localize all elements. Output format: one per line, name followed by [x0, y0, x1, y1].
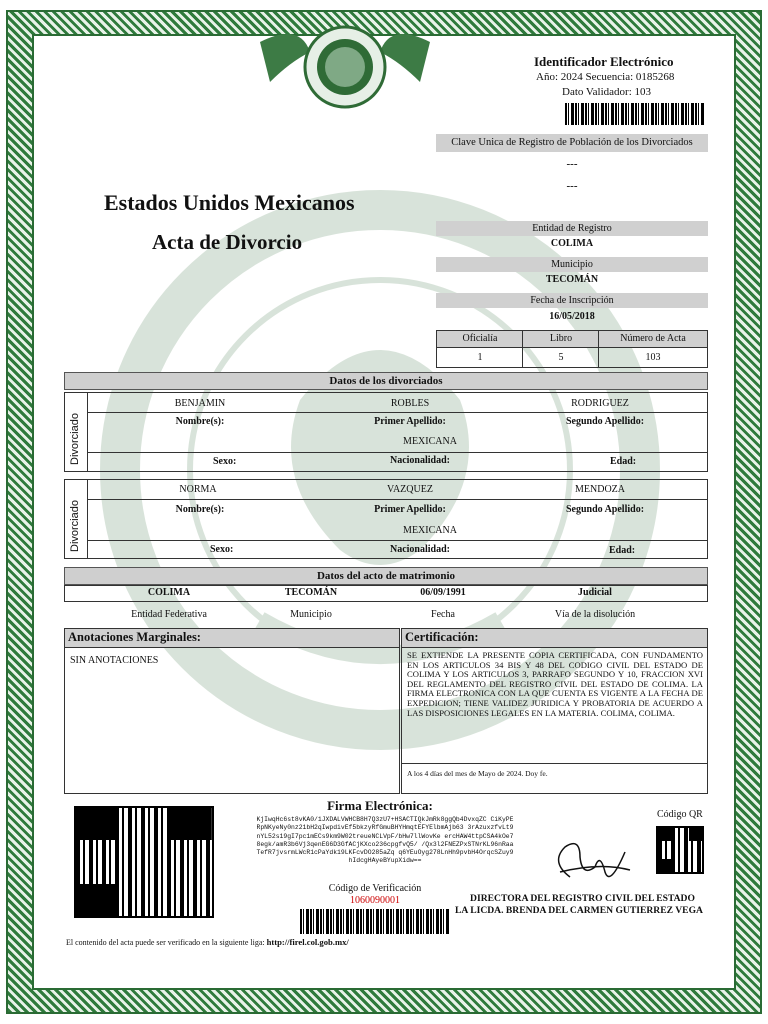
certification-text: SE EXTIENDE LA PRESENTE COPIA CERTIFICADA, CON FUNDAMENTO EN LOS ARTICULOS 34 BIS Y 48 DEL CODIGO CIVIL DEL ESTADO DE COLIMA Y LOS ARTICULOS 3, PARRAFO SEGUNDO Y 10, FRACCION XVI DEL REGLAMENTO DEL REGISTRO CIVIL DEL ESTADO DE COLIMA. LA FIRMA ELECTRONICA CON LA QUE CUENTA ES VIGENTE A LA FECHA DE EXPEDICION; TIENE VALIDEZ JURIDICA Y PROBATORIA DE ACUERDO A LAS DISPOSICIONES LEGALES EN LA MATERIA. COLIMA, COLIMA.: [407, 650, 703, 718]
person1-name-label: Nombre(s):: [175, 416, 225, 427]
person1-first-label: Primer Apellido:: [374, 416, 446, 427]
electronic-signature-title: Firma Electrónica:: [327, 798, 433, 813]
person2-sex-label: Sexo:: [210, 544, 234, 555]
document-title: Acta de Divorcio: [152, 230, 303, 254]
validator-text: Dato Validador: 103: [562, 86, 652, 98]
marriage-entity: COLIMA: [147, 587, 191, 598]
marriage-entity-label: Entidad Federativa: [131, 609, 207, 620]
office-label: Oficialía: [462, 333, 498, 344]
identifier-barcode: [565, 103, 705, 125]
person1-age-label: Edad:: [610, 456, 637, 467]
certification-box: [401, 628, 708, 794]
verify-text: El contenido del acta puede ser verificado en la siguiente liga:: [66, 938, 265, 947]
director-title: DIRECTORA DEL REGISTRO CIVIL DEL ESTADO: [470, 893, 695, 904]
person2-second-surname: MENDOZA: [575, 484, 625, 495]
person2-first-surname: VAZQUEZ: [387, 484, 433, 495]
registry-municipality: TECOMÁN: [545, 274, 599, 285]
person1-second-label: Segundo Apellido:: [565, 416, 645, 427]
signature-hash: KjIwqHc6st8vKA0/1JXDALVWHCB8H7Q3zU7+HSACTIQkJmRk8ggQb4DvxqZC CiKyPERpNKyeNy0nz21bH2qIwpdivEf5bkzyRfGmuBHYHmqtEFYElbmAjb63 3rAzuxzfvLt9nYL52s19gI7pc1mECs9km9W02treueNCLVpF/bHw7llWovKe ercHAW4ttpCSA4kOe78egk/amR3b6Vj3qenEG6D3GfACjKXco236cpgfvQ5/ /Qx3l2FNEZPxSTNrKL96nRaaTefR7jvsrmLWcR1cPaYdk19LKFcvDO285aZq q6YEuOyg278LnHh9pvbH4OrqcSZuy9hIdcgHAyeBYupXidw==: [256, 816, 514, 865]
book-label: Libro: [549, 333, 573, 344]
marriage-municipality: TECOMÁN: [284, 587, 338, 598]
annotations-text: SIN ANOTACIONES: [70, 655, 159, 666]
annotations-box: [64, 628, 400, 794]
person1-sex-label: Sexo:: [213, 456, 237, 467]
divorced-side-label-2: Divorciado: [69, 500, 81, 552]
inscription-date-label: Fecha de Inscripción: [436, 293, 708, 308]
divorced-side-label-1: Divorciado: [69, 413, 81, 465]
person2-first-label: Primer Apellido:: [374, 504, 446, 515]
director-name: LA LICDA. BRENDA DEL CARMEN GUTIERREZ VEGA: [455, 905, 703, 916]
marriage-dissolution-label: Vía de la disolución: [554, 609, 636, 620]
act-number-table: [436, 330, 708, 368]
marriage-section-title: Datos del acto de matrimonio: [64, 567, 708, 585]
qr-code-large: [74, 806, 214, 918]
identifier-title: Identificador Electrónico: [534, 54, 674, 69]
curp-value-1: ---: [566, 158, 578, 170]
marriage-municipality-label: Municipio: [290, 609, 332, 620]
marriage-date-label: Fecha: [431, 609, 455, 620]
qr-code-label: Código QR: [657, 809, 703, 820]
person1-second-surname: RODRIGUEZ: [571, 398, 629, 409]
person1-first-surname: ROBLES: [390, 398, 430, 409]
person2-nationality-label: Nacionalidad:: [389, 544, 450, 555]
mexico-emblem: [250, 22, 440, 112]
person2-name: NORMA: [179, 484, 217, 495]
office-value: 1: [477, 352, 483, 363]
curp-value-2: ---: [566, 180, 578, 192]
marriage-dissolution: Judicial: [578, 587, 612, 598]
verify-link[interactable]: http://firel.col.gob.mx/: [266, 937, 349, 947]
divorced-section-title: Datos de los divorciados: [64, 372, 708, 390]
divorced-person-1: [64, 392, 708, 472]
handwritten-signature: [540, 832, 640, 892]
person2-second-label: Segundo Apellido:: [565, 504, 645, 515]
person2-age-label: Edad:: [609, 545, 636, 556]
marriage-date: 06/09/1991: [420, 587, 466, 598]
person2-nationality: MEXICANA: [403, 525, 457, 536]
year-sequence: Año: 2024 Secuencia: 0185268: [536, 71, 675, 83]
act-label: Número de Acta: [620, 333, 686, 344]
curp-label: Clave Unica de Registro de Población de los Divorciados: [436, 134, 708, 152]
certification-date: A los 4 días del mes de Mayo de 2024. Doy fe.: [407, 769, 548, 778]
verification-barcode: [300, 909, 450, 934]
divorced-person-2: [64, 479, 708, 559]
verify-footer: [66, 937, 486, 947]
verification-label: Código de Verificación: [328, 883, 422, 894]
entity-label: Entidad de Registro: [436, 221, 708, 236]
qr-code-small: [656, 826, 704, 874]
verification-code: 1060090001: [350, 895, 400, 906]
inscription-date: 16/05/2018: [549, 311, 595, 322]
book-value: 5: [558, 352, 564, 363]
registry-entity: COLIMA: [550, 238, 594, 249]
country-title: Estados Unidos Mexicanos: [104, 190, 355, 215]
annotations-title: Anotaciones Marginales:: [68, 630, 201, 644]
person2-name-label: Nombre(s):: [175, 504, 225, 515]
municipality-label: Municipio: [436, 257, 708, 272]
act-value: 103: [645, 352, 661, 363]
person1-nationality: MEXICANA: [403, 436, 457, 447]
certification-title: Certificación:: [405, 630, 479, 644]
person1-name: BENJAMIN: [174, 398, 226, 409]
person1-nationality-label: Nacionalidad:: [389, 455, 450, 466]
